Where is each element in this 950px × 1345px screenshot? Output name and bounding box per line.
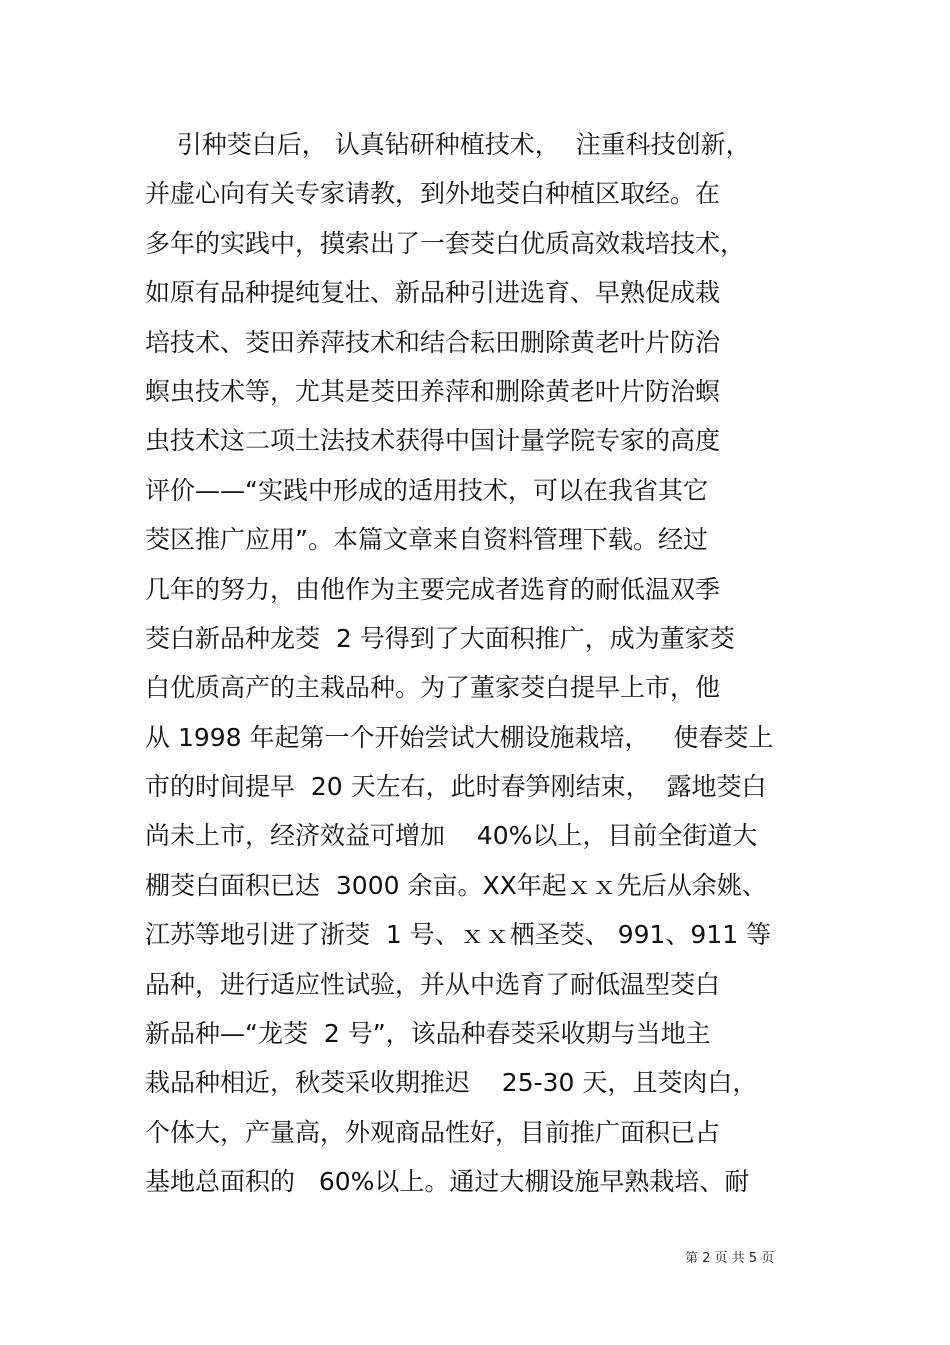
- text-line: 个体大，产量高，外观商品性好，目前推广面积已占: [145, 1117, 721, 1147]
- text-line: 从 1998 年起第一个开始尝试大棚设施栽培， 使春茭上: [145, 722, 774, 752]
- text-line: 并虚心向有关专家请教，到外地茭白种植区取经。在: [145, 179, 721, 209]
- text-line: 茭区推广应用”。本篇文章来自资料管理下载。经过: [145, 525, 708, 555]
- text-line: 几年的努力，由他作为主要完成者选育的耐低温双季: [145, 574, 721, 604]
- text-line: 评价——“实践中形成的适用技术，可以在我省其它: [145, 475, 708, 505]
- text-line: 引种茭白后， 认真钻研种植技术， 注重科技创新，: [145, 130, 751, 159]
- text-line: 茭白新品种龙茭 2 号得到了大面积推广，成为董家茭: [145, 623, 735, 653]
- text-line: 棚茭白面积已达 3000 余亩。XX年起ｘｘ先后从余姚、: [145, 870, 767, 900]
- text-line: 螟虫技术等，尤其是茭田养萍和删除黄老叶片防治螟: [145, 376, 721, 406]
- body-text: [145, 120, 810, 1207]
- text-line: 培技术、茭田养萍技术和结合耘田删除黄老叶片防治: [145, 327, 721, 357]
- text-line: 品种，进行适应性试验，并从中选育了耐低温型茭白: [145, 969, 721, 999]
- text-line: 基地总面积的 60%以上。通过大棚设施早熟栽培、耐: [145, 1167, 750, 1197]
- page-number-footer: 第 2 页 共 5 页: [685, 1251, 775, 1266]
- text-line: 如原有品种提纯复壮、新品种引进选育、早熟促成栽: [145, 278, 721, 308]
- text-line: 虫技术这二项土法技术获得中国计量学院专家的高度: [145, 426, 721, 456]
- text-line: 江苏等地引进了浙茭 1 号、ｘｘ栖圣茭、 991、911 等: [145, 920, 772, 950]
- text-line: 栽品种相近，秋茭采收期推迟 25-30 天，且茭肉白，: [145, 1068, 758, 1098]
- text-line: 多年的实践中，摸索出了一套茭白优质高效栽培技术，: [145, 228, 746, 258]
- text-line: 白优质高产的主栽品种。为了董家茭白提早上市，他: [145, 673, 721, 703]
- text-line: 市的时间提早 20 天左右，此时春笋刚结束， 露地茭白: [145, 772, 767, 802]
- text-line: 尚未上市，经济效益可增加 40%以上，目前全街道大: [145, 821, 758, 851]
- text-line: 新品种—“龙茭 2 号”，该品种春茭采收期与当地主: [145, 1019, 711, 1049]
